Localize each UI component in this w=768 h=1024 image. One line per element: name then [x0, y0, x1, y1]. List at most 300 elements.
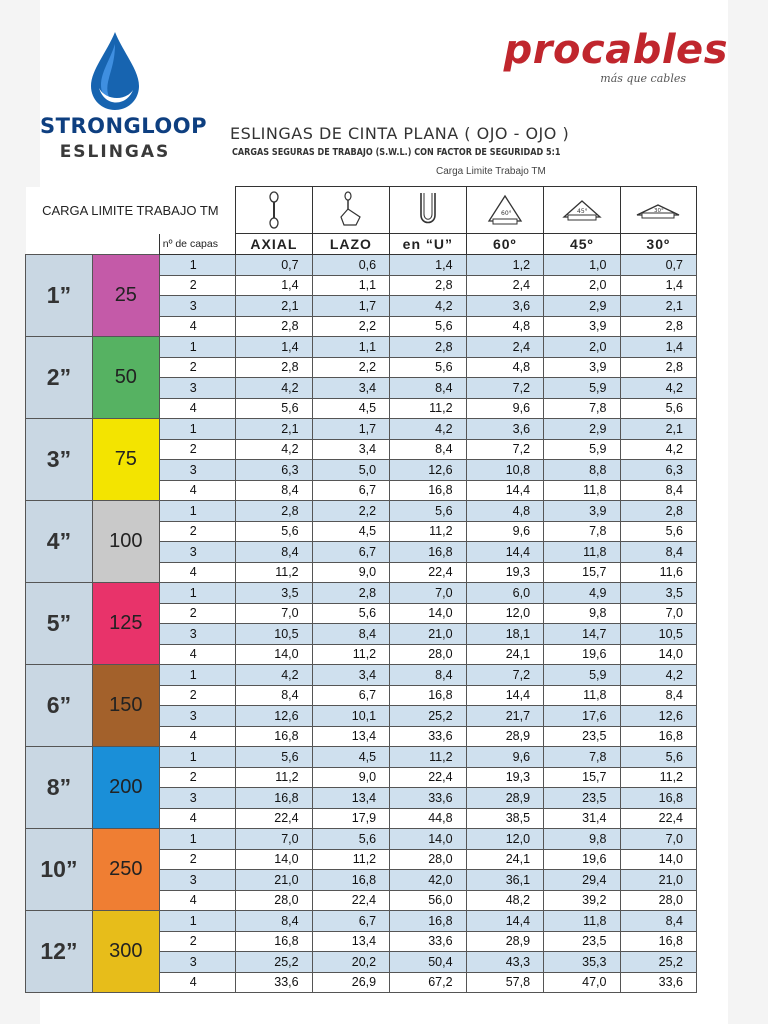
load-value: 16,8: [620, 726, 697, 747]
load-value: 2,2: [312, 357, 390, 378]
load-value: 8,4: [620, 911, 697, 932]
document-title: ESLINGAS DE CINTA PLANA ( OJO - OJO ): [230, 124, 570, 143]
load-value: 5,6: [236, 521, 312, 542]
layer-count: 4: [159, 972, 235, 993]
layer-count: 1: [159, 337, 235, 358]
layer-count: 3: [159, 870, 235, 891]
load-value: 50,4: [390, 952, 466, 973]
load-value: 6,7: [312, 911, 390, 932]
table-row: [26, 337, 697, 358]
layer-count: 3: [159, 460, 235, 481]
load-value: 14,4: [466, 480, 544, 501]
load-value: 15,7: [544, 562, 620, 583]
load-value: 11,2: [390, 398, 466, 419]
load-value: 8,4: [620, 480, 697, 501]
load-value: 22,4: [390, 767, 466, 788]
load-value: 1,4: [620, 337, 697, 358]
load-value: 28,9: [466, 931, 544, 952]
load-value: 8,4: [236, 685, 312, 706]
table-row: [26, 501, 697, 522]
load-value: 4,5: [312, 521, 390, 542]
load-value: 5,6: [390, 357, 466, 378]
load-value: 3,4: [312, 439, 390, 460]
procables-wordmark: procables: [503, 27, 728, 73]
load-value: 67,2: [390, 972, 466, 993]
load-value: 21,0: [236, 870, 312, 891]
load-value: 23,5: [544, 931, 620, 952]
load-value: 10,8: [466, 460, 544, 481]
load-value: 2,9: [544, 296, 620, 317]
load-value: 3,6: [466, 419, 544, 440]
load-value: 6,3: [236, 460, 312, 481]
load-value: 22,4: [312, 890, 390, 911]
load-value: 2,1: [620, 419, 697, 440]
load-value: 11,8: [544, 542, 620, 563]
load-value: 3,4: [312, 378, 390, 399]
load-value: 5,6: [620, 398, 697, 419]
layer-count: 4: [159, 644, 235, 665]
load-value: 33,6: [236, 972, 312, 993]
layer-count: 2: [159, 275, 235, 296]
load-value: 24,1: [466, 849, 544, 870]
load-value: 12,6: [236, 706, 312, 727]
load-value: 4,2: [236, 439, 312, 460]
load-value: 11,2: [390, 521, 466, 542]
load-value: 9,6: [466, 398, 544, 419]
load-value: 9,6: [466, 747, 544, 768]
layer-count: 1: [159, 747, 235, 768]
load-value: 14,4: [466, 911, 544, 932]
layer-count: 3: [159, 788, 235, 809]
sling-width-mm: 200: [92, 747, 159, 829]
layer-count: 3: [159, 706, 235, 727]
load-value: 14,0: [620, 849, 697, 870]
document-subtitle: CARGAS SEGURAS DE TRABAJO (S.W.L.) CON FACTOR DE SEGURIDAD 5:1: [232, 147, 561, 158]
load-value: 7,0: [390, 583, 466, 604]
capas-header: nº de capas: [159, 234, 235, 255]
table-row: [26, 747, 697, 768]
load-value: 8,4: [236, 542, 312, 563]
layer-count: 3: [159, 624, 235, 645]
load-value: 1,1: [312, 337, 390, 358]
layer-count: 4: [159, 316, 235, 337]
load-value: 14,0: [390, 829, 466, 850]
load-value: 12,0: [466, 603, 544, 624]
load-value: 8,4: [312, 624, 390, 645]
load-value: 5,6: [390, 316, 466, 337]
procables-tagline: más que cables: [600, 72, 686, 85]
load-value: 7,2: [466, 665, 544, 686]
load-value: 39,2: [544, 890, 620, 911]
strongloop-logo: [40, 30, 208, 162]
load-value: 3,4: [312, 665, 390, 686]
load-value: 4,2: [620, 439, 697, 460]
brand-name: STRONGLOOP: [40, 114, 208, 138]
load-value: 11,2: [312, 849, 390, 870]
load-value: 14,0: [390, 603, 466, 624]
load-value: 2,8: [620, 357, 697, 378]
load-value: 6,7: [312, 480, 390, 501]
layer-count: 2: [159, 521, 235, 542]
load-value: 7,2: [466, 378, 544, 399]
load-value: 2,1: [620, 296, 697, 317]
table-row: [26, 829, 697, 850]
load-value: 13,4: [312, 788, 390, 809]
load-value: 12,6: [390, 460, 466, 481]
load-value: 24,1: [466, 644, 544, 665]
load-value: 1,0: [544, 255, 620, 276]
sling-size-inches: 10”: [26, 829, 93, 911]
load-value: 8,8: [544, 460, 620, 481]
table-row: [26, 665, 697, 686]
layer-count: 3: [159, 952, 235, 973]
load-value: 1,4: [236, 275, 312, 296]
load-value: 0,7: [620, 255, 697, 276]
load-value: 2,8: [236, 357, 312, 378]
load-value: 19,3: [466, 562, 544, 583]
load-value: 25,2: [236, 952, 312, 973]
load-value: 9,8: [544, 829, 620, 850]
load-value: 7,0: [236, 829, 312, 850]
load-value: 4,9: [544, 583, 620, 604]
load-value: 3,6: [466, 296, 544, 317]
load-value: 3,9: [544, 501, 620, 522]
load-value: 38,5: [466, 808, 544, 829]
load-value: 14,0: [620, 644, 697, 665]
load-value: 1,7: [312, 296, 390, 317]
load-value: 7,8: [544, 521, 620, 542]
load-value: 3,9: [544, 357, 620, 378]
load-value: 4,2: [620, 665, 697, 686]
load-value: 2,9: [544, 419, 620, 440]
sling-choker-icon: [312, 187, 390, 234]
load-value: 42,0: [390, 870, 466, 891]
load-value: 10,5: [620, 624, 697, 645]
load-value: 2,8: [390, 337, 466, 358]
load-value: 56,0: [390, 890, 466, 911]
layer-count: 1: [159, 911, 235, 932]
load-value: 2,1: [236, 419, 312, 440]
table-row: [26, 419, 697, 440]
load-value: 16,8: [390, 911, 466, 932]
col-header-lazo: LAZO: [312, 234, 390, 255]
load-value: 14,0: [236, 644, 312, 665]
svg-text:45°: 45°: [576, 208, 588, 215]
sling-size-inches: 6”: [26, 665, 93, 747]
layer-count: 2: [159, 931, 235, 952]
load-value: 7,8: [544, 398, 620, 419]
load-value: 6,7: [312, 685, 390, 706]
load-value: 25,2: [620, 952, 697, 973]
load-value: 2,4: [466, 275, 544, 296]
load-value: 18,1: [466, 624, 544, 645]
load-value: 10,5: [236, 624, 312, 645]
layer-count: 2: [159, 685, 235, 706]
load-value: 1,4: [236, 337, 312, 358]
load-value: 9,6: [466, 521, 544, 542]
load-value: 19,6: [544, 849, 620, 870]
layer-count: 1: [159, 501, 235, 522]
sling-30-degree-icon: [620, 187, 697, 234]
sling-width-mm: 75: [92, 419, 159, 501]
load-value: 33,6: [620, 972, 697, 993]
load-value: 1,1: [312, 275, 390, 296]
load-value: 16,8: [390, 542, 466, 563]
layer-count: 3: [159, 542, 235, 563]
load-value: 2,0: [544, 275, 620, 296]
sling-width-mm: 125: [92, 583, 159, 665]
load-value: 22,4: [390, 562, 466, 583]
sling-size-inches: 12”: [26, 911, 93, 993]
load-value: 4,8: [466, 316, 544, 337]
load-value: 28,0: [390, 849, 466, 870]
load-value: 5,6: [236, 398, 312, 419]
load-value: 17,9: [312, 808, 390, 829]
table-row: [26, 255, 697, 276]
load-value: 11,2: [620, 767, 697, 788]
load-value: 16,8: [390, 480, 466, 501]
sling-width-mm: 25: [92, 255, 159, 337]
layer-count: 3: [159, 378, 235, 399]
layer-count: 2: [159, 767, 235, 788]
load-value: 16,8: [236, 788, 312, 809]
load-value: 7,0: [236, 603, 312, 624]
sling-basket-u-icon: [390, 187, 466, 234]
sling-size-inches: 3”: [26, 419, 93, 501]
sling-width-mm: 50: [92, 337, 159, 419]
load-value: 5,6: [620, 747, 697, 768]
layer-count: 4: [159, 808, 235, 829]
procables-logo: [418, 28, 728, 85]
load-value: 20,2: [312, 952, 390, 973]
load-value: 11,8: [544, 480, 620, 501]
load-value: 10,1: [312, 706, 390, 727]
load-value: 4,8: [466, 501, 544, 522]
svg-text:60°: 60°: [500, 210, 512, 217]
col-header-axial: AXIAL: [236, 234, 312, 255]
sling-size-inches: 8”: [26, 747, 93, 829]
load-value: 31,4: [544, 808, 620, 829]
sling-width-mm: 250: [92, 829, 159, 911]
sling-width-mm: 300: [92, 911, 159, 993]
load-value: 2,8: [312, 583, 390, 604]
load-value: 2,8: [390, 275, 466, 296]
col-header-30: 30º: [620, 234, 697, 255]
layer-count: 1: [159, 419, 235, 440]
load-value: 1,4: [390, 255, 466, 276]
load-value: 7,2: [466, 439, 544, 460]
sling-size-inches: 5”: [26, 583, 93, 665]
layer-count: 2: [159, 849, 235, 870]
load-value: 33,6: [390, 931, 466, 952]
layer-count: 3: [159, 296, 235, 317]
load-value: 5,0: [312, 460, 390, 481]
load-value: 3,5: [236, 583, 312, 604]
load-value: 11,8: [544, 911, 620, 932]
sling-size-inches: 4”: [26, 501, 93, 583]
sling-width-mm: 100: [92, 501, 159, 583]
layer-count: 2: [159, 439, 235, 460]
load-value: 11,2: [236, 562, 312, 583]
sling-axial-icon: [236, 187, 312, 234]
load-value: 36,1: [466, 870, 544, 891]
load-value: 3,5: [620, 583, 697, 604]
load-value: 19,3: [466, 767, 544, 788]
load-value: 6,0: [466, 583, 544, 604]
load-value: 16,8: [390, 685, 466, 706]
water-drop-icon: [87, 30, 143, 112]
load-table: [25, 186, 697, 993]
load-value: 8,4: [390, 439, 466, 460]
load-value: 12,0: [466, 829, 544, 850]
load-value: 0,6: [312, 255, 390, 276]
load-value: 11,2: [390, 747, 466, 768]
load-value: 5,6: [236, 747, 312, 768]
load-value: 3,9: [544, 316, 620, 337]
sling-width-mm: 150: [92, 665, 159, 747]
col-header-45: 45º: [544, 234, 620, 255]
layer-count: 1: [159, 829, 235, 850]
load-value: 2,2: [312, 316, 390, 337]
col-header-en-u: en “U”: [390, 234, 466, 255]
layer-count: 1: [159, 255, 235, 276]
load-value: 25,2: [390, 706, 466, 727]
document-subtitle-units: Carga Limite Trabajo TM: [436, 166, 546, 177]
load-value: 33,6: [390, 788, 466, 809]
load-value: 16,8: [620, 931, 697, 952]
load-value: 16,8: [312, 870, 390, 891]
load-value: 48,2: [466, 890, 544, 911]
load-value: 2,8: [236, 316, 312, 337]
load-value: 7,8: [544, 747, 620, 768]
load-value: 7,0: [620, 603, 697, 624]
load-value: 16,8: [236, 931, 312, 952]
load-value: 4,8: [466, 357, 544, 378]
load-value: 19,6: [544, 644, 620, 665]
load-value: 35,3: [544, 952, 620, 973]
load-value: 8,4: [390, 665, 466, 686]
load-value: 0,7: [236, 255, 312, 276]
load-value: 11,6: [620, 562, 697, 583]
layer-count: 1: [159, 583, 235, 604]
load-value: 11,2: [312, 644, 390, 665]
load-value: 9,0: [312, 767, 390, 788]
load-value: 2,1: [236, 296, 312, 317]
sling-60-degree-icon: [466, 187, 544, 234]
load-value: 5,9: [544, 665, 620, 686]
load-value: 2,0: [544, 337, 620, 358]
load-value: 8,4: [620, 542, 697, 563]
load-value: 5,6: [312, 603, 390, 624]
load-value: 14,7: [544, 624, 620, 645]
load-value: 33,6: [390, 726, 466, 747]
layer-count: 4: [159, 480, 235, 501]
load-value: 57,8: [466, 972, 544, 993]
table-row: [26, 911, 697, 932]
load-value: 1,7: [312, 419, 390, 440]
load-value: 4,5: [312, 398, 390, 419]
load-value: 8,4: [236, 911, 312, 932]
brand-sub: ESLINGAS: [59, 142, 171, 162]
load-value: 4,2: [236, 378, 312, 399]
load-value: 4,2: [620, 378, 697, 399]
load-value: 8,4: [390, 378, 466, 399]
load-value: 6,7: [312, 542, 390, 563]
layer-count: 4: [159, 562, 235, 583]
load-value: 44,8: [390, 808, 466, 829]
load-value: 11,8: [544, 685, 620, 706]
load-value: 26,9: [312, 972, 390, 993]
load-value: 6,3: [620, 460, 697, 481]
load-value: 28,9: [466, 788, 544, 809]
layer-count: 4: [159, 398, 235, 419]
load-value: 1,4: [620, 275, 697, 296]
load-value: 17,6: [544, 706, 620, 727]
load-value: 14,4: [466, 685, 544, 706]
load-value: 14,4: [466, 542, 544, 563]
load-value: 28,9: [466, 726, 544, 747]
table-label: CARGA LIMITE TRABAJO TM: [26, 187, 236, 234]
load-value: 9,8: [544, 603, 620, 624]
load-value: 8,4: [236, 480, 312, 501]
load-value: 4,2: [390, 419, 466, 440]
load-value: 5,6: [312, 829, 390, 850]
load-value: 28,0: [236, 890, 312, 911]
load-value: 28,0: [390, 644, 466, 665]
load-value: 43,3: [466, 952, 544, 973]
col-header-60: 60º: [466, 234, 544, 255]
load-value: 2,2: [312, 501, 390, 522]
sling-size-inches: 2”: [26, 337, 93, 419]
table-row: [26, 583, 697, 604]
load-value: 5,9: [544, 378, 620, 399]
load-value: 12,6: [620, 706, 697, 727]
load-value: 21,7: [466, 706, 544, 727]
sling-size-inches: 1”: [26, 255, 93, 337]
load-value: 5,6: [620, 521, 697, 542]
layer-count: 2: [159, 357, 235, 378]
load-value: 2,4: [466, 337, 544, 358]
load-value: 4,2: [236, 665, 312, 686]
load-value: 16,8: [236, 726, 312, 747]
load-value: 21,0: [620, 870, 697, 891]
load-value: 15,7: [544, 767, 620, 788]
load-value: 21,0: [390, 624, 466, 645]
layer-count: 4: [159, 726, 235, 747]
load-value: 13,4: [312, 931, 390, 952]
load-value: 22,4: [236, 808, 312, 829]
load-value: 11,2: [236, 767, 312, 788]
load-value: 2,8: [620, 316, 697, 337]
svg-text:30°: 30°: [654, 208, 664, 214]
load-value: 2,8: [620, 501, 697, 522]
load-value: 23,5: [544, 788, 620, 809]
load-value: 4,2: [390, 296, 466, 317]
load-value: 14,0: [236, 849, 312, 870]
layer-count: 2: [159, 603, 235, 624]
load-value: 2,8: [236, 501, 312, 522]
load-value: 8,4: [620, 685, 697, 706]
sling-45-degree-icon: [544, 187, 620, 234]
load-value: 13,4: [312, 726, 390, 747]
load-value: 29,4: [544, 870, 620, 891]
load-value: 28,0: [620, 890, 697, 911]
layer-count: 4: [159, 890, 235, 911]
load-value: 23,5: [544, 726, 620, 747]
load-value: 47,0: [544, 972, 620, 993]
load-value: 1,2: [466, 255, 544, 276]
load-value: 16,8: [620, 788, 697, 809]
